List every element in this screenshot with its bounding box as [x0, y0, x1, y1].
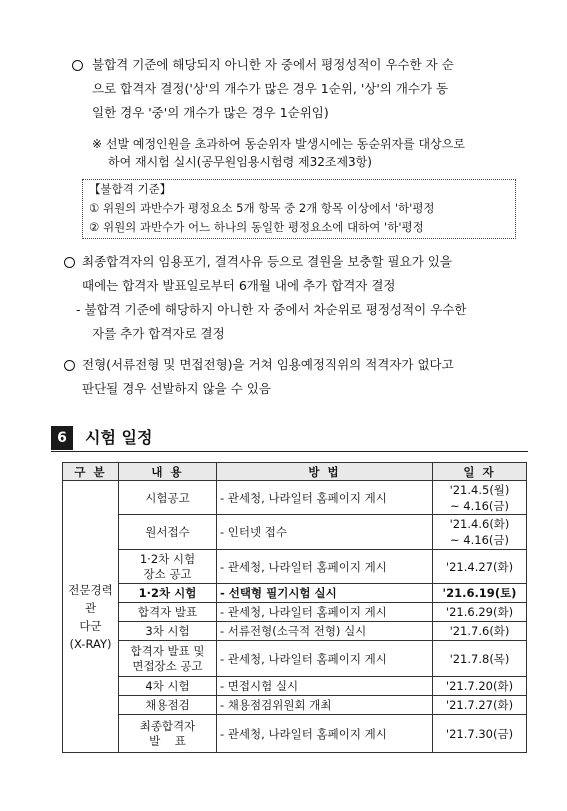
table-row: [63, 641, 527, 677]
row-item: 원서접수: [119, 515, 217, 550]
row-date: '21.6.29(화): [433, 603, 527, 622]
row-date: '21.7.30(금): [433, 715, 527, 753]
header-method: 방 법: [217, 463, 433, 481]
group-cell: [63, 481, 119, 753]
note-line-2: 하여 재시험 실시(공무원임용시험령 제32조제3항): [108, 155, 372, 169]
row-date: '21.7.27(화): [433, 696, 527, 715]
row-item: 4차 시험: [119, 677, 217, 696]
bullet-circle-icon: [64, 360, 75, 371]
row-item: 3차 시험: [119, 622, 217, 641]
paragraph-3: [82, 353, 532, 401]
row-item: 채용점검: [119, 696, 217, 715]
row-item-line-2: 장소 공고: [143, 566, 192, 581]
p2-line-3: - 불합격 기준에 해당하지 아니한 자 중에서 차순위로 평정성적이 우수한: [76, 302, 467, 317]
row-date: '21.7.20(화): [433, 677, 527, 696]
row-item: 시험공고: [119, 481, 217, 515]
table-row: [63, 622, 527, 641]
row-date-end: ~ 4.16(금): [450, 498, 509, 513]
table-row: [63, 696, 527, 715]
table-row: [63, 677, 527, 696]
p2-line-1: 최종합격자의 임용포기, 결격사유 등으로 결원을 보충할 필요가 있을: [82, 254, 452, 269]
row-item-line-1: 1·2차 시험: [139, 551, 196, 566]
note-line-1: ※ 선발 예정인원을 초과하여 동순위자 발생시에는 동순위자를 대상으로: [92, 137, 465, 151]
row-method: - 면접시험 실시: [217, 677, 433, 696]
row-method: - 인터넷 접수: [217, 515, 433, 550]
table-row: [63, 603, 527, 622]
row-method: - 서류전형(소극적 전형) 실시: [217, 622, 433, 641]
row-date: '21.7.8(목): [433, 641, 527, 677]
paragraph-1: [92, 53, 532, 125]
p1-line-2: 으로 합격자 결정('상'의 개수가 많은 경우 1순위, '상'의 개수가 동: [92, 81, 449, 96]
table-row: [63, 550, 527, 584]
row-item-line-2: 면접장소 공고: [132, 658, 203, 673]
header-category: 구 분: [63, 463, 119, 481]
row-item-line-2: 발 표: [149, 733, 186, 748]
table-header-row: [63, 463, 527, 481]
row-date: '21.7.6(화): [433, 622, 527, 641]
bullet-circle-icon: [72, 60, 83, 71]
table-row: [63, 481, 527, 515]
group-label-1: 전문경력관: [68, 582, 113, 615]
row-item: [119, 641, 217, 677]
p2-line-4: 자를 추가 합격자로 결정: [92, 326, 225, 341]
failure-criteria-box: [82, 179, 516, 239]
paragraph-2-sub: [76, 298, 532, 346]
row-method: - 관세청, 나라일터 홈페이지 게시: [217, 481, 433, 515]
p1-line-1: 불합격 기준에 해당되지 아니한 자 중에서 평정성적이 우수한 자 순: [92, 57, 454, 72]
row-date-start: '21.4.6(화): [449, 517, 510, 531]
row-method: - 관세청, 나라일터 홈페이지 게시: [217, 603, 433, 622]
row-item: 1·2차 시험: [119, 584, 217, 603]
row-method: - 관세청, 나라일터 홈페이지 게시: [217, 715, 433, 753]
row-date: [433, 515, 527, 550]
row-date: '21.6.19(토): [433, 584, 527, 603]
box-item-1: ① 위원의 과반수가 평정요소 5개 항목 중 2개 항목 이상에서 '하'평정: [89, 201, 435, 215]
section-divider: [51, 451, 528, 452]
schedule-table: [62, 462, 527, 753]
p2-line-2: 때에는 합격자 발표일로부터 6개월 내에 추가 합격자 결정: [82, 278, 396, 293]
table-row: [63, 515, 527, 550]
note-tie-rule: [92, 135, 532, 171]
row-method: - 선택형 필기시험 실시: [217, 584, 433, 603]
section-title: 시험 일정: [85, 428, 153, 447]
row-date: '21.4.27(화): [433, 550, 527, 584]
row-date: [433, 481, 527, 515]
p3-line-2: 판단될 경우 선발하지 않을 수 있음: [82, 381, 271, 396]
p3-line-1: 전형(서류전형 및 면접전형)을 거쳐 임용예정직위의 적격자가 없다고: [82, 357, 454, 372]
header-date: 일 자: [433, 463, 527, 481]
paragraph-2: [82, 250, 532, 298]
header-content: 내 용: [119, 463, 217, 481]
table-row: [63, 715, 527, 753]
row-method: - 관세청, 나라일터 홈페이지 게시: [217, 550, 433, 584]
row-item-line-1: 최종합격자: [139, 718, 196, 733]
group-label-2: 다군: [79, 618, 102, 633]
row-date-start: '21.4.5(월): [449, 482, 510, 497]
row-item-line-1: 합격자 발표 및: [130, 643, 205, 658]
group-label-3: (X-RAY): [69, 636, 112, 651]
section-number: 6: [51, 426, 73, 450]
row-item: [119, 550, 217, 584]
row-method: - 채용점검위원회 개최: [217, 696, 433, 715]
row-item: [119, 715, 217, 753]
box-item-2: ② 위원의 과반수가 어느 하나의 동일한 평정요소에 대하여 '하'평정: [89, 220, 424, 234]
section-header: [51, 426, 528, 452]
box-title: 【불합격 기준】: [89, 182, 172, 196]
row-date-end: ~ 4.16(금): [450, 533, 509, 547]
p1-line-3: 일한 경우 '중'의 개수가 많은 경우 1순위임): [92, 105, 329, 120]
row-method: - 관세청, 나라일터 홈페이지 게시: [217, 641, 433, 677]
row-item: 합격자 발표: [119, 603, 217, 622]
table-row: [63, 584, 527, 603]
bullet-circle-icon: [64, 257, 75, 268]
